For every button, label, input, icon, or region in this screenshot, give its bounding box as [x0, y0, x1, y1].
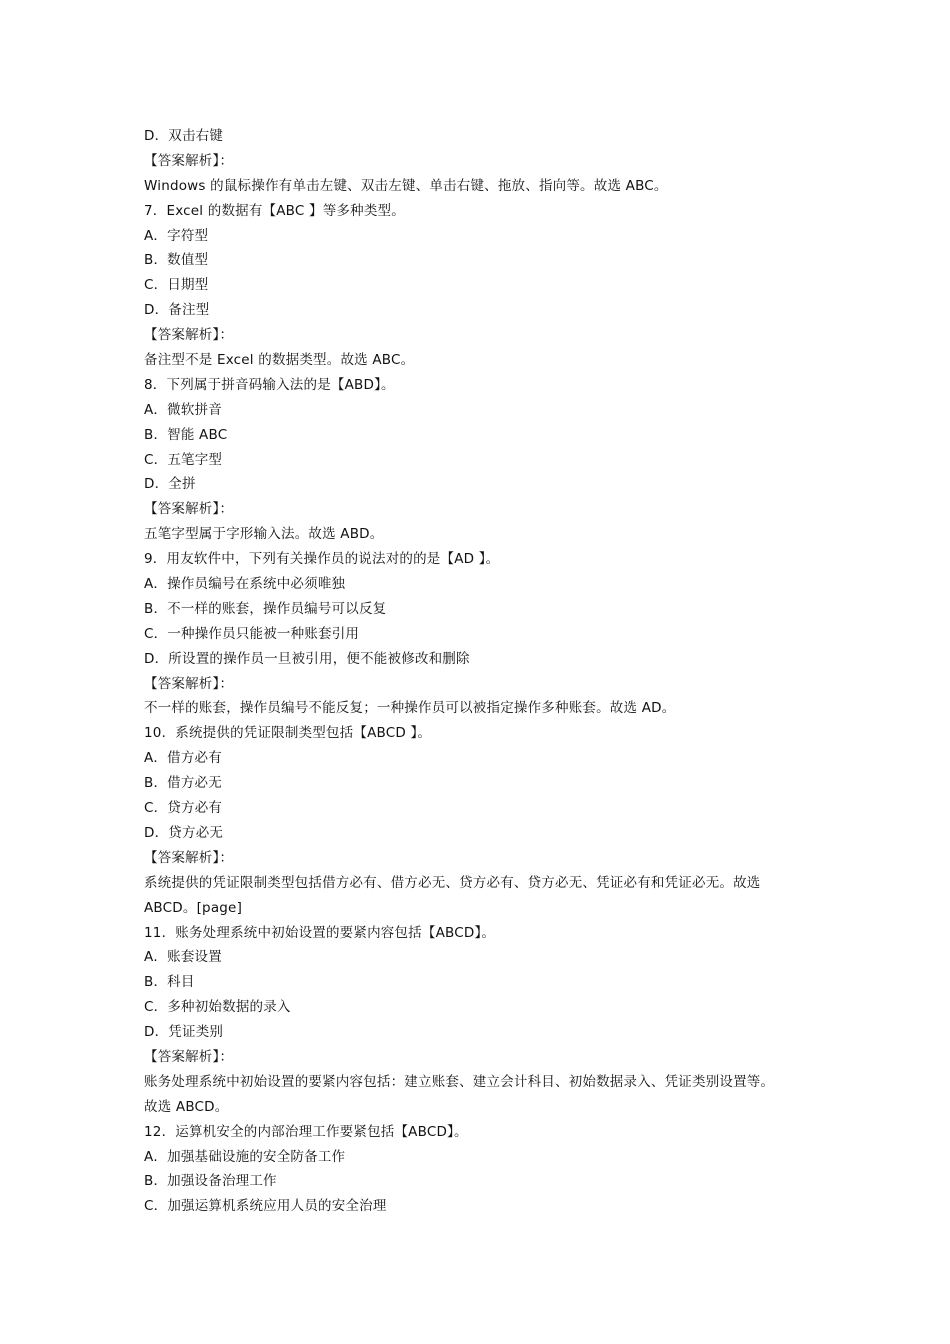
option-line: B．智能 ABC: [144, 426, 228, 443]
answer-heading: 【答案解析】：: [144, 501, 234, 518]
option-line: C．日期型: [144, 277, 209, 294]
option-line: C．一种操作员只能被一种账套引用: [144, 625, 360, 642]
option-line: C．五笔字型: [144, 451, 223, 468]
option-line: A．借方必有: [144, 750, 222, 767]
text-line: 不一样的账套，操作员编号不能反复；一种操作员可以被指定操作多种账套。故选 AD。: [144, 700, 676, 717]
option-line: A．操作员编号在系统中必须唯独: [144, 576, 346, 593]
text-line: 故选 ABCD。: [144, 1098, 229, 1115]
text-line: 备注型不是 Excel 的数据类型。故选 ABC。: [144, 352, 415, 369]
option-line: B．加强设备治理工作: [144, 1173, 277, 1190]
text-line: 五笔字型属于字形输入法。故选 ABD。: [144, 526, 384, 543]
option-line: C．多种初始数据的录入: [144, 999, 291, 1016]
question-title: 10．系统提供的凭证限制类型包括【ABCD 】。: [144, 725, 432, 742]
text-line: ABCD。[page]: [144, 899, 243, 916]
option-line: A．账套设置: [144, 949, 222, 966]
option-line: C．加强运算机系统应用人员的安全治理: [144, 1198, 387, 1215]
text-line: 【答案解析】：: [144, 152, 234, 169]
question-title: 7．Excel 的数据有【ABC 】等多种类型。: [144, 202, 405, 219]
option-line: D．所设置的操作员一旦被引用，便不能被修改和删除: [144, 650, 470, 667]
option-line: B．数值型: [144, 252, 209, 269]
question-title: 8．下列属于拼音码输入法的是【ABD】。: [144, 376, 395, 393]
answer-heading: 【答案解析】：: [144, 849, 234, 866]
answer-heading: 【答案解析】：: [144, 327, 234, 344]
text-line: 系统提供的凭证限制类型包括借方必有、借方必无、贷方必有、贷方必无、凭证必有和凭证必无。故选: [144, 874, 761, 891]
text-line: Windows 的鼠标操作有单击左键、双击左键、单击右键、拖放、指向等。故选 ABC。: [144, 177, 668, 194]
option-line: D．全拼: [144, 476, 196, 493]
option-line: D．备注型: [144, 302, 210, 319]
option-line: B．不一样的账套，操作员编号可以反复: [144, 600, 387, 617]
text-line: D．双击右键: [144, 128, 224, 144]
text-line: 账务处理系统中初始设置的要紧内容包括：建立账套、建立会计科目、初始数据录入、凭证类别设置等。: [144, 1073, 775, 1090]
option-line: B．科目: [144, 974, 195, 991]
option-line: A．加强基础设施的安全防备工作: [144, 1148, 346, 1165]
option-line: A．字符型: [144, 227, 209, 244]
question-title: 12．运算机安全的内部治理工作要紧包括【ABCD】。: [144, 1123, 468, 1140]
document-body: [144, 124, 809, 1219]
option-line: D．凭证类别: [144, 1024, 224, 1041]
option-line: A．微软拼音: [144, 401, 222, 418]
answer-heading: 【答案解析】：: [144, 1048, 234, 1065]
option-line: D．贷方必无: [144, 824, 224, 841]
question-title: 9．用友软件中，下列有关操作员的说法对的的是【AD 】。: [144, 551, 500, 568]
option-line: C．贷方必有: [144, 800, 223, 817]
question-title: 11．账务处理系统中初始设置的要紧内容包括【ABCD】。: [144, 924, 496, 941]
option-line: B．借方必无: [144, 775, 222, 792]
answer-heading: 【答案解析】：: [144, 675, 234, 692]
